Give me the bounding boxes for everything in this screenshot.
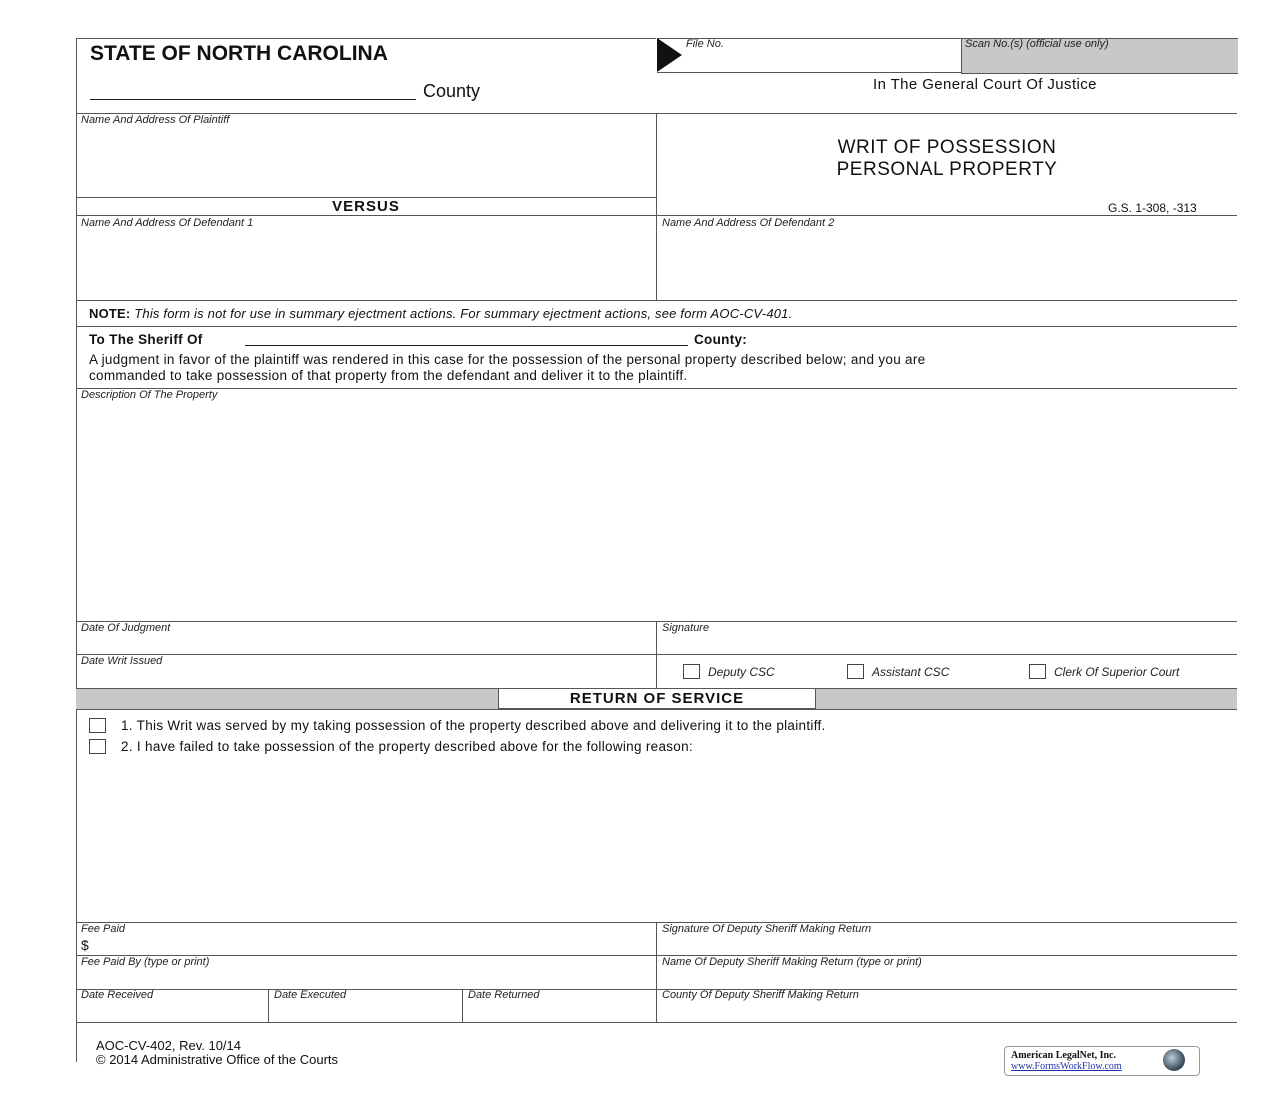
defendant2-label: Name And Address Of Defendant 2 xyxy=(662,217,835,229)
signature-label: Signature xyxy=(662,622,710,634)
failed-text: 2. I have failed to take possession of the property described above for the following reason: xyxy=(121,739,693,754)
failed-checkbox[interactable] xyxy=(89,739,106,754)
scan-label: Scan No.(s) (official use only) xyxy=(965,38,1109,50)
date-received-label: Date Received xyxy=(81,989,154,1001)
arrow-icon xyxy=(657,38,682,72)
assistant-csc-label: Assistant CSC xyxy=(872,665,950,679)
note-label: NOTE: xyxy=(89,306,131,321)
assistant-csc-checkbox[interactable] xyxy=(847,664,864,679)
deputy-csc-label: Deputy CSC xyxy=(708,665,775,679)
file-no-label: File No. xyxy=(686,38,724,50)
served-text: 1. This Writ was served by my taking possession of the property described above and delivering it to the plaintiff. xyxy=(121,718,826,733)
legalnet-logo[interactable] xyxy=(1004,1046,1200,1076)
copyright: © 2014 Administrative Office of the Courts xyxy=(96,1052,339,1067)
fee-paid-label: Fee Paid xyxy=(81,923,126,935)
date-returned-label: Date Returned xyxy=(468,989,540,1001)
served-checkbox[interactable] xyxy=(89,718,106,733)
clerk-checkbox[interactable] xyxy=(1029,664,1046,679)
dollar-sign: $ xyxy=(81,937,89,953)
to-sheriff-label: To The Sheriff Of xyxy=(89,332,203,347)
date-executed-label: Date Executed xyxy=(274,989,347,1001)
property-label: Description Of The Property xyxy=(81,389,218,401)
divider xyxy=(76,300,1237,301)
divider xyxy=(268,989,269,1022)
deputy-csc-checkbox[interactable] xyxy=(683,664,700,679)
sheriff-county-blank[interactable] xyxy=(245,345,688,346)
county-blank[interactable] xyxy=(90,99,416,100)
versus-label: VERSUS xyxy=(332,198,400,215)
logo-line1: American LegalNet, Inc. xyxy=(1011,1050,1116,1061)
globe-icon xyxy=(1163,1049,1185,1071)
divider xyxy=(76,955,1237,956)
form-title xyxy=(657,137,1237,181)
note xyxy=(89,306,792,321)
command-line1: A judgment in favor of the plaintiff was rendered in this case for the possession of the personal property described below; and you are xyxy=(89,352,926,367)
title-line1: WRIT OF POSSESSION xyxy=(837,137,1057,158)
county-label: County xyxy=(423,81,481,101)
divider xyxy=(76,989,1237,990)
command-line2: commanded to take possession of that property from the defendant and deliver it to the plaintiff. xyxy=(89,368,688,383)
defendant1-label: Name And Address Of Defendant 1 xyxy=(81,217,254,229)
divider xyxy=(76,654,1237,655)
divider xyxy=(462,989,463,1022)
divider xyxy=(76,326,1237,327)
reason-field[interactable] xyxy=(100,760,1230,920)
court-name: In The General Court Of Justice xyxy=(873,76,1097,93)
logo-link[interactable]: www.FormsWorkFlow.com xyxy=(1011,1061,1122,1072)
statute: G.S. 1-308, -313 xyxy=(1108,201,1197,215)
divider xyxy=(76,388,1237,389)
fee-by-label: Fee Paid By (type or print) xyxy=(81,956,210,968)
divider xyxy=(76,38,656,39)
property-field[interactable] xyxy=(77,404,1237,620)
sig-deputy-label: Signature Of Deputy Sheriff Making Return xyxy=(662,923,872,935)
divider xyxy=(656,922,657,1022)
plaintiff-label: Name And Address Of Plaintiff xyxy=(81,114,230,126)
return-title: RETURN OF SERVICE xyxy=(498,688,816,709)
date-judgment-label: Date Of Judgment xyxy=(81,622,171,634)
note-text: This form is not for use in summary ejectment actions. For summary ejectment actions, see form AOC-CV-401. xyxy=(134,306,793,321)
name-deputy-label: Name Of Deputy Sheriff Making Return (type or print) xyxy=(662,956,922,968)
sheriff-county-label: County: xyxy=(694,332,748,347)
form-id: AOC-CV-402, Rev. 10/14 xyxy=(96,1038,241,1053)
divider xyxy=(76,215,1237,216)
state-title: STATE OF NORTH CAROLINA xyxy=(90,42,388,65)
date-writ-label: Date Writ Issued xyxy=(81,655,163,667)
county-deputy-label: County Of Deputy Sheriff Making Return xyxy=(662,989,859,1001)
command-text xyxy=(89,352,925,384)
clerk-label: Clerk Of Superior Court xyxy=(1054,665,1180,679)
title-line2: PERSONAL PROPERTY xyxy=(836,159,1058,180)
divider xyxy=(76,1022,1237,1023)
